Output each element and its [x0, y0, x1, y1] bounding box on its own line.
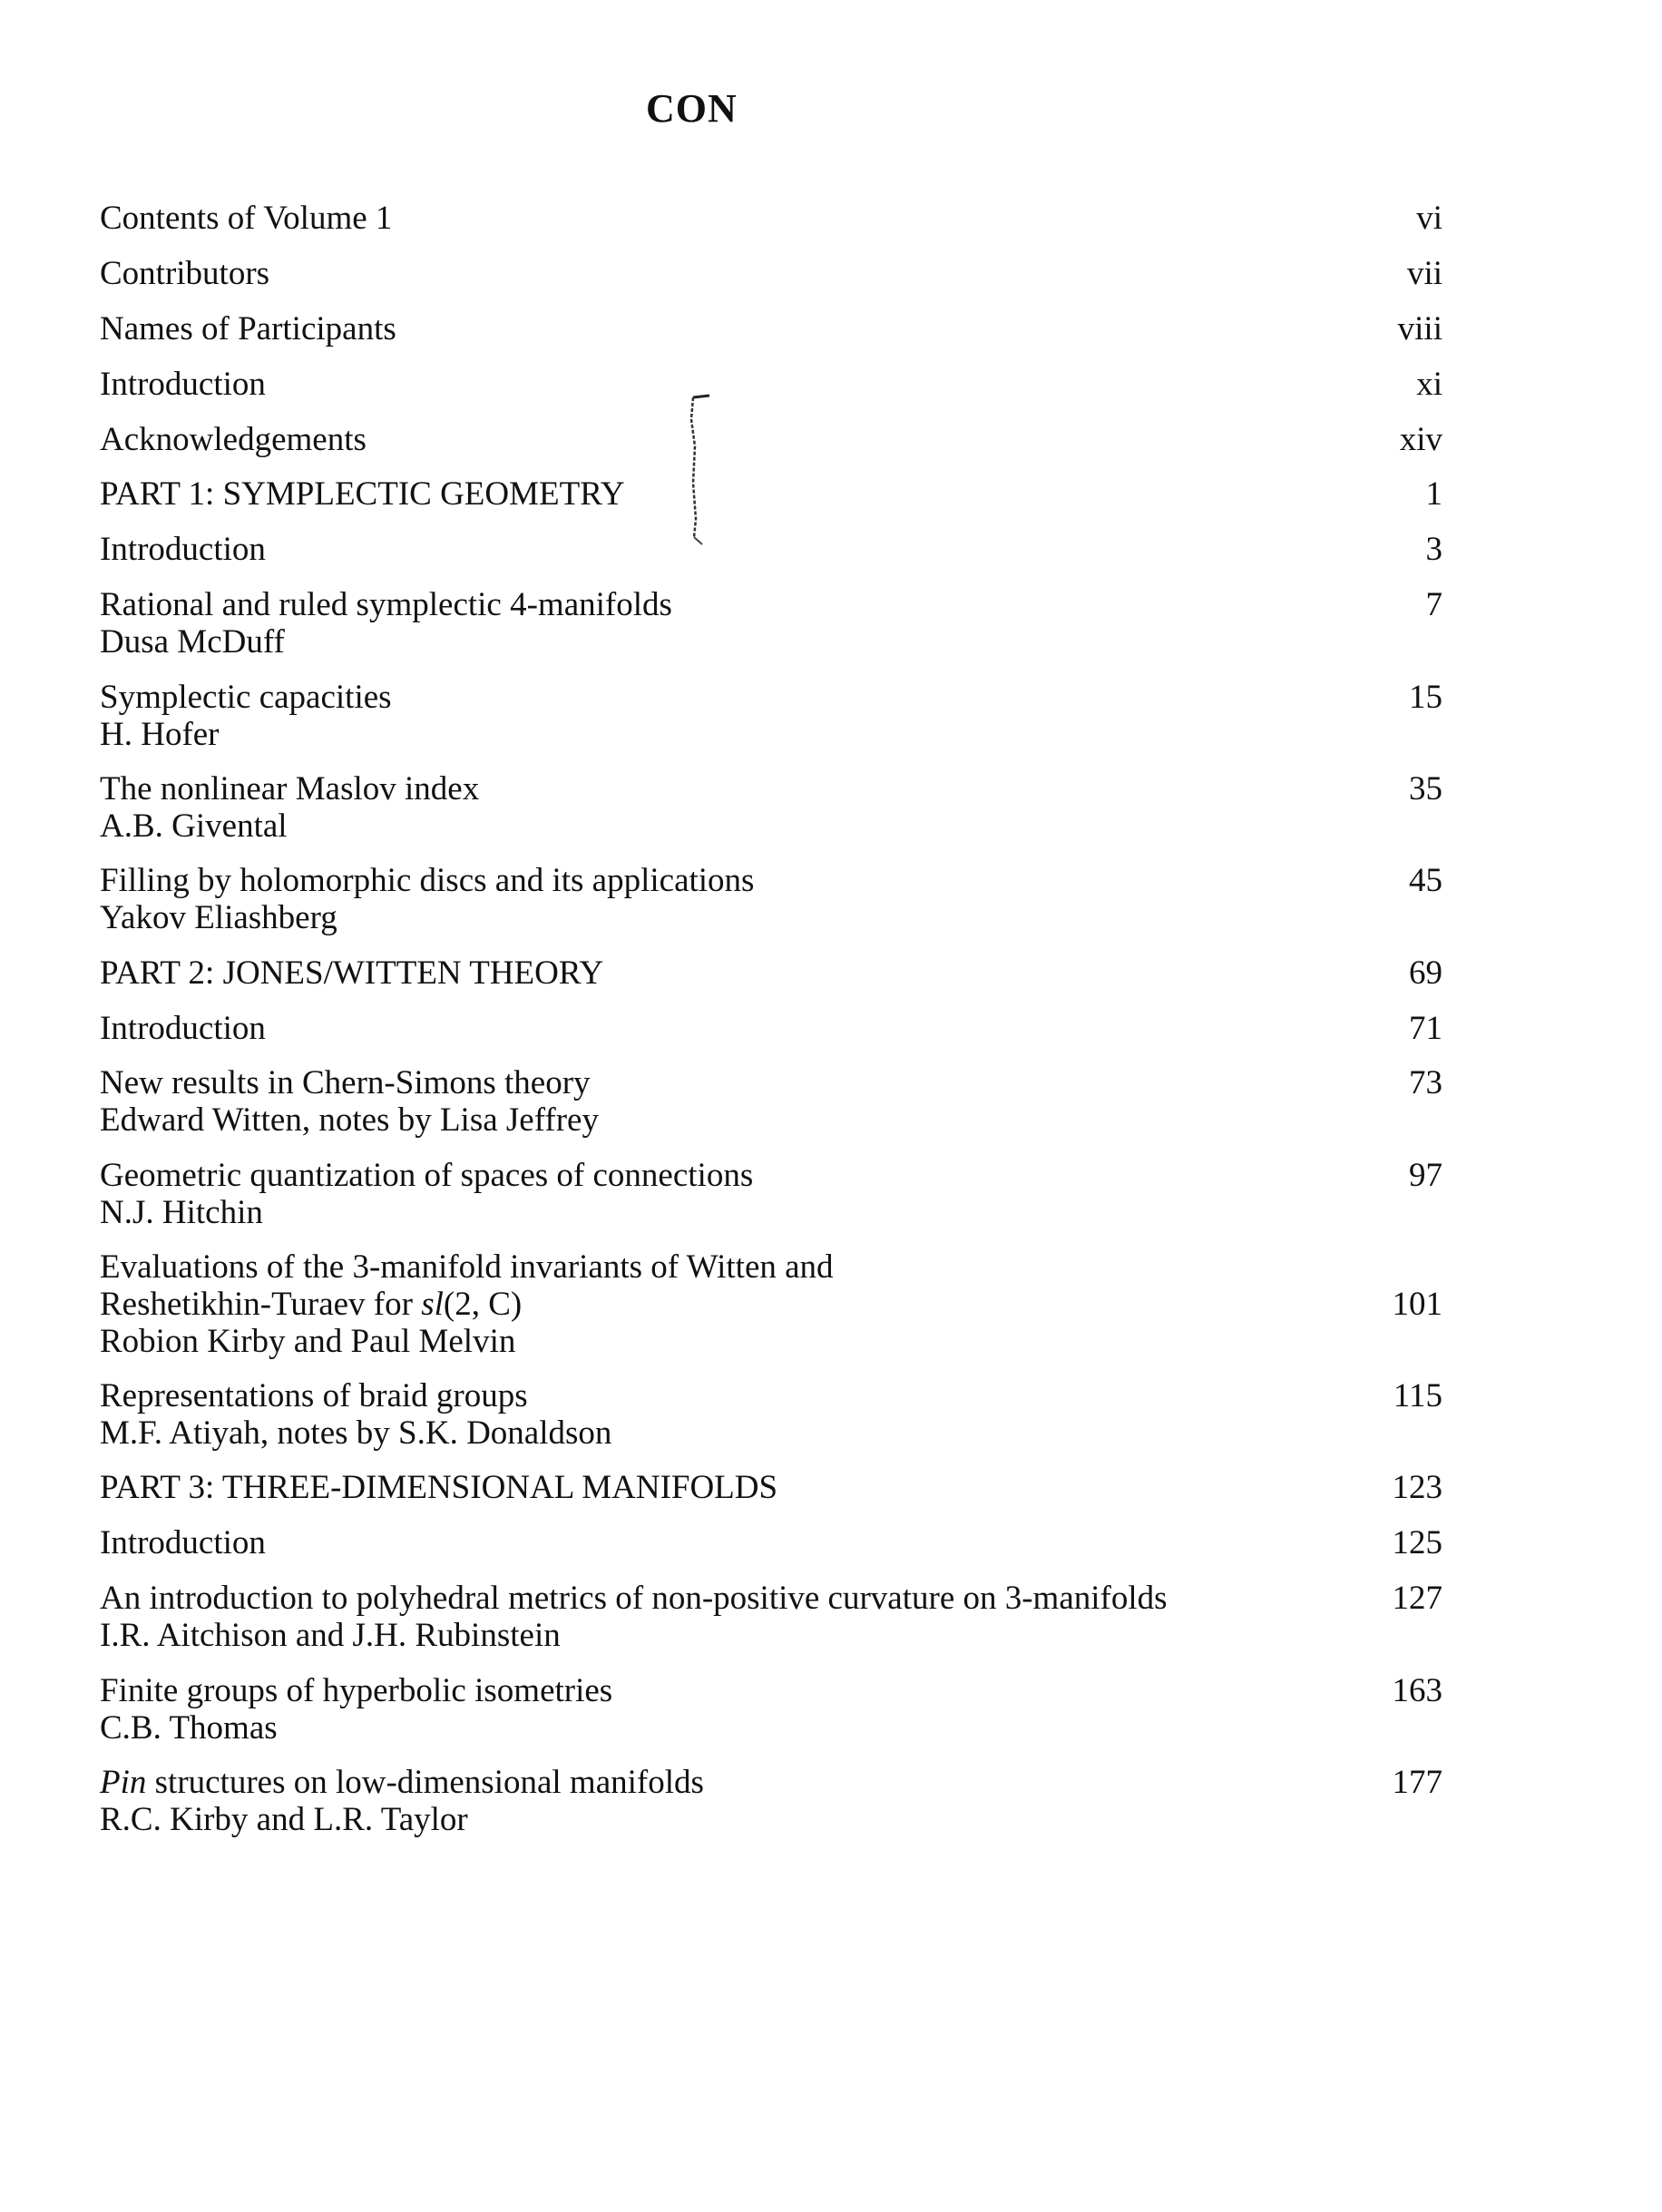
entry-title: PART 3: THREE-DIMENSIONAL MANIFOLDS	[100, 1469, 778, 1506]
entry-page: vi	[1416, 200, 1442, 237]
entry-page: 7	[1425, 586, 1442, 623]
entry-title: An introduction to polyhedral metrics of non-positive curvature on 3-manifolds	[100, 1580, 1168, 1617]
entry-title: Names of Participants	[100, 310, 396, 347]
entry-page: 3	[1425, 531, 1442, 568]
entry-page: xiv	[1399, 421, 1442, 458]
toc-entry	[100, 770, 1442, 845]
entry-title: The nonlinear Maslov index	[100, 770, 480, 807]
entry-title: Filling by holomorphic discs and its applications	[100, 862, 755, 899]
entry-page: 35	[1409, 770, 1442, 807]
toc-entry	[100, 1377, 1442, 1452]
toc-part-heading	[100, 1469, 1442, 1506]
entry-author: I.R. Aitchison and J.H. Rubinstein	[100, 1617, 561, 1654]
entry-page: 45	[1409, 862, 1442, 899]
entry-title: Acknowledgements	[100, 421, 367, 458]
entry-author: Edward Witten, notes by Lisa Jeffrey	[100, 1101, 599, 1139]
entry-author: A.B. Givental	[100, 807, 288, 845]
toc-entry	[100, 1010, 1442, 1047]
toc-entry	[100, 531, 1442, 568]
entry-title: PART 2: JONES/WITTEN THEORY	[100, 954, 604, 992]
toc-entry	[100, 862, 1442, 936]
entry-author: R.C. Kirby and L.R. Taylor	[100, 1801, 468, 1838]
toc-entry	[100, 366, 1442, 403]
entry-page: 125	[1392, 1524, 1442, 1561]
toc-entry	[100, 1580, 1442, 1654]
toc-entry	[100, 1064, 1442, 1139]
entry-author: H. Hofer	[100, 716, 220, 753]
entry-page: 69	[1409, 954, 1442, 992]
entry-author: N.J. Hitchin	[100, 1194, 263, 1231]
entry-title: Rational and ruled symplectic 4-manifolds	[100, 586, 672, 623]
entry-page: 97	[1409, 1157, 1442, 1194]
page-title: CON	[646, 86, 738, 131]
entry-title: Contributors	[100, 255, 270, 292]
entry-title: Introduction	[100, 531, 266, 568]
entry-title: Introduction	[100, 366, 266, 403]
entry-page: 177	[1392, 1764, 1442, 1801]
toc-entry	[100, 586, 1442, 661]
entry-page: 101	[1392, 1286, 1442, 1323]
entry-author: C.B. Thomas	[100, 1709, 278, 1747]
entry-page: 123	[1392, 1469, 1442, 1506]
entry-title: Introduction	[100, 1524, 266, 1561]
entry-title: Introduction	[100, 1010, 266, 1047]
entry-title: Pin structures on low-dimensional manifolds	[100, 1764, 704, 1801]
entry-title: Contents of Volume 1	[100, 200, 393, 237]
toc-entry	[100, 200, 1442, 237]
entry-page: 71	[1409, 1010, 1442, 1047]
entry-author: M.F. Atiyah, notes by S.K. Donaldson	[100, 1414, 612, 1452]
entry-title: PART 1: SYMPLECTIC GEOMETRY	[100, 475, 625, 513]
bracket-mark-icon	[666, 392, 719, 546]
toc-entry	[100, 255, 1442, 292]
entry-title: Symplectic capacities	[100, 679, 392, 716]
entry-page: 163	[1392, 1672, 1442, 1709]
entry-author: Robion Kirby and Paul Melvin	[100, 1323, 516, 1360]
entry-title: Representations of braid groups	[100, 1377, 528, 1414]
entry-page: 73	[1409, 1064, 1442, 1101]
entry-page: vii	[1406, 255, 1442, 292]
entry-page: xi	[1416, 366, 1442, 403]
entry-page: 127	[1392, 1580, 1442, 1617]
entry-title: Geometric quantization of spaces of connections	[100, 1157, 754, 1194]
entry-page: 1	[1425, 475, 1442, 513]
toc-entry	[100, 1157, 1442, 1231]
toc-part-heading	[100, 954, 1442, 992]
entry-author: Yakov Eliashberg	[100, 899, 337, 936]
toc-entry	[100, 679, 1442, 753]
toc-part-heading	[100, 475, 1442, 513]
toc-entry	[100, 1672, 1442, 1747]
entry-title: Finite groups of hyperbolic isometries	[100, 1672, 613, 1709]
entry-page: viii	[1397, 310, 1442, 347]
entry-author: Dusa McDuff	[100, 623, 285, 661]
entry-title-continued: Reshetikhin-Turaev for sl(2, C)	[100, 1286, 523, 1323]
toc-entry	[100, 310, 1442, 347]
toc-entry	[100, 421, 1442, 458]
entry-page: 15	[1409, 679, 1442, 716]
entry-title: Evaluations of the 3-manifold invariants of Witten and	[100, 1248, 834, 1286]
toc-entry	[100, 1248, 1442, 1360]
entry-title: New results in Chern-Simons theory	[100, 1064, 591, 1101]
toc-entry	[100, 1524, 1442, 1561]
toc-entry	[100, 1764, 1442, 1838]
entry-page: 115	[1393, 1377, 1442, 1414]
